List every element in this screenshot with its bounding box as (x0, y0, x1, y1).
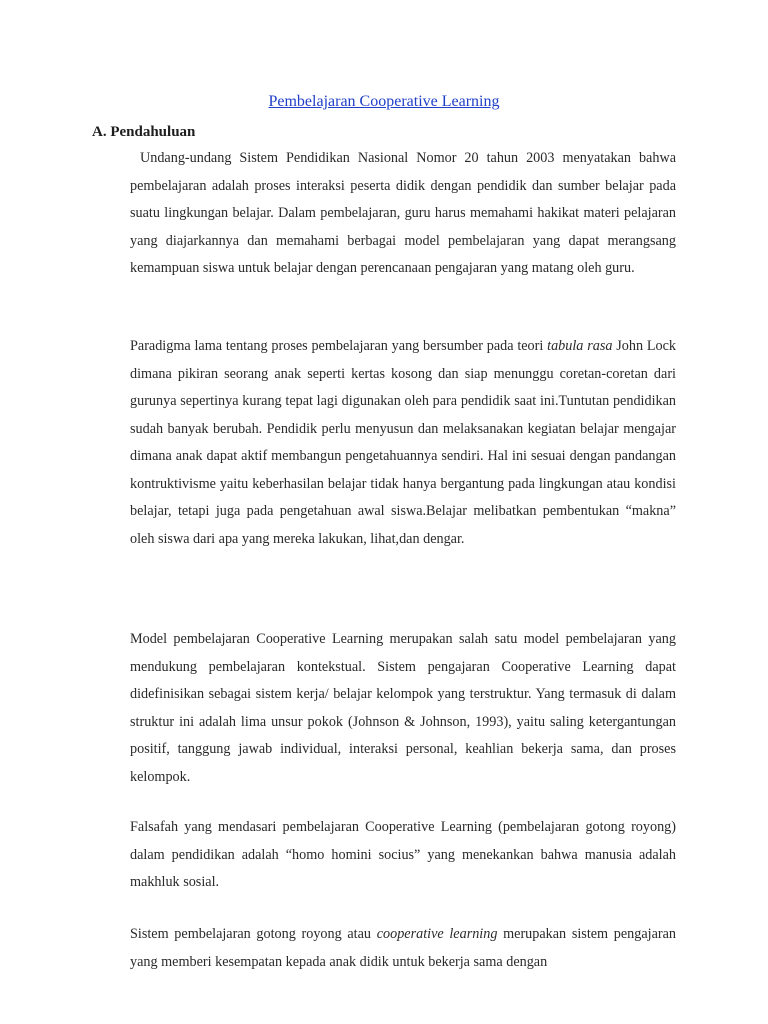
document-title[interactable]: Pembelajaran Cooperative Learning (268, 93, 500, 110)
paragraph-1: Undang-undang Sistem Pendidikan Nasional Nomor 20 tahun 2003 menyatakan bahwa pembelajaran adalah proses interaksi peserta didik dengan pendidik dan sumber belajar pada suatu lingkungan belajar. Dalam pembelajaran, guru harus memahami hakikat materi pelajaran yang diajarkannya dan memahami berbagai model pembelajaran yang dapat merangsang kemampuan siswa untuk belajar dengan perencanaan pengajaran yang matang oleh guru. (130, 150, 676, 276)
paragraph-5-text-before: Sistem pembelajaran gotong royong atau (130, 926, 372, 942)
section-heading-pendahuluan: A. Pendahuluan (92, 124, 196, 140)
paragraph-2-text-after: John Lock dimana pikiran seorang anak seperti kertas kosong dan siap menunggu coretan-coretan dari gurunya sepertinya kurang tepat lagi digunakan oleh para pendidik saat ini.Tuntutan pendidikan sudah banyak berubah. Pendidik perlu menyusun dan melaksanakan kegiatan belajar mengajar dimana anak dapat aktif membangun pengetahuannya sendiri. Hal ini sesuai dengan pandangan kontruktivisme yaitu keberhasilan belajar tidak hanya bergantung pada lingkungan atau kondisi belajar, tetapi juga pada pengetahuan awal siswa.Belajar melibatkan pembentukan “makna” oleh siswa dari apa yang mereka lakukan, lihat,dan dengar. (130, 338, 677, 547)
paragraph-2-text-before: Paradigma lama tentang proses pembelajaran yang bersumber pada teori (130, 338, 544, 354)
paragraph-5 (130, 921, 676, 976)
paragraph-2-italic-term: tabula rasa (547, 338, 613, 354)
paragraph-5-text-after: merupakan sistem pengajaran yang memberi kesempatan kepada anak didik untuk bekerja sama dengan (130, 926, 677, 970)
paragraph-5-italic-term: cooperative learning (376, 926, 498, 942)
paragraph-4: Falsafah yang mendasari pembelajaran Cooperative Learning (pembelajaran gotong royong) dalam pendidikan adalah “homo homini socius” yang menekankan bahwa manusia adalah makhluk sosial. (130, 819, 676, 890)
paragraph-2 (130, 333, 676, 553)
paragraph-3: Model pembelajaran Cooperative Learning merupakan salah satu model pembelajaran yang mendukung pembelajaran kontekstual. Sistem pengajaran Cooperative Learning dapat didefinisikan sebagai sistem kerja/ belajar kelompok yang terstruktur. Yang termasuk di dalam struktur ini adalah lima unsur pokok (Johnson & Johnson, 1993), yaitu saling ketergantungan positif, tanggung jawab individual, interaksi personal, keahlian bekerja sama, dan proses kelompok. (130, 631, 676, 785)
